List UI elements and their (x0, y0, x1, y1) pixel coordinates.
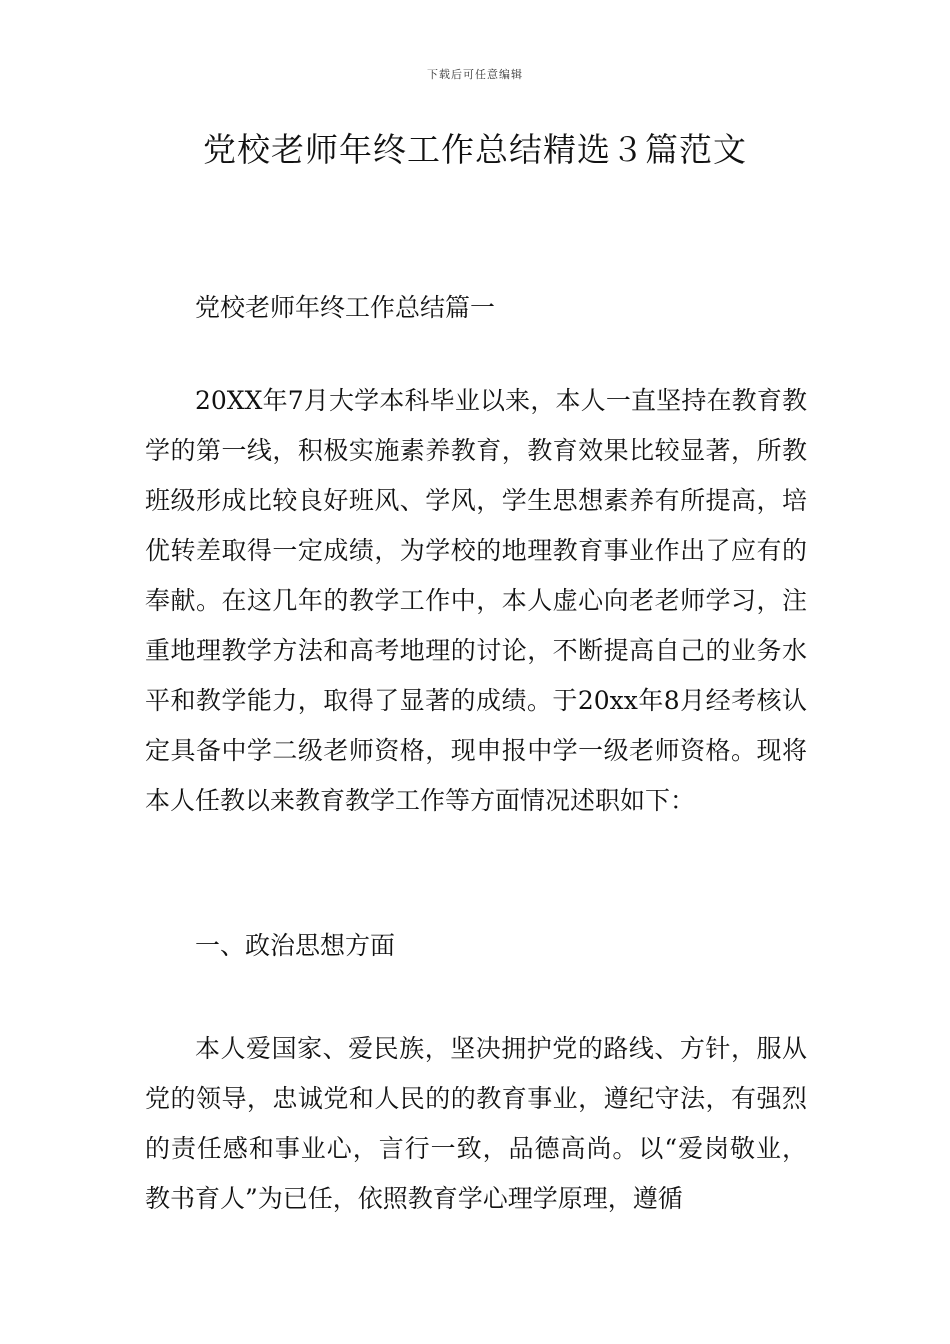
page-title: 党校老师年终工作总结精选３篇范文 (203, 130, 747, 169)
section-heading: 党校老师年终工作总结篇一 (195, 293, 496, 322)
header-note: 下载后可任意编辑 (427, 68, 523, 81)
paragraph-2: 本人爱国家、爱民族，坚决拥护党的路线、方针，服从党的领导，忠诚党和人民的的教育事业，遵纪守法，有强烈的责任感和事业心，言行一致，品德高尚。以“爱岗敬业，教书育人”为已任，依照教育学心理学原理，遵循 (145, 1034, 807, 1213)
subheading-political: 一、政治思想方面 (195, 931, 396, 960)
paragraph-1: 20XX年7月大学本科毕业以来，本人一直坚持在教育教学的第一线，积极实施素养教育，教育效果比较显著，所教班级形成比较良好班风、学风，学生思想素养有所提高，培优转差取得一定成绩，为学校的地理教育事业作出了应有的奉献。在这几年的教学工作中，本人虚心向老老师学习，注重地理教学方法和高考地理的讨论，不断提高自己的业务水平和教学能力，取得了显著的成绩。于20xx年8月经考核认定具备中学二级老师资格，现申报中学一级老师资格。现将本人任教以来教育教学工作等方面情况述职如下： (145, 386, 807, 815)
